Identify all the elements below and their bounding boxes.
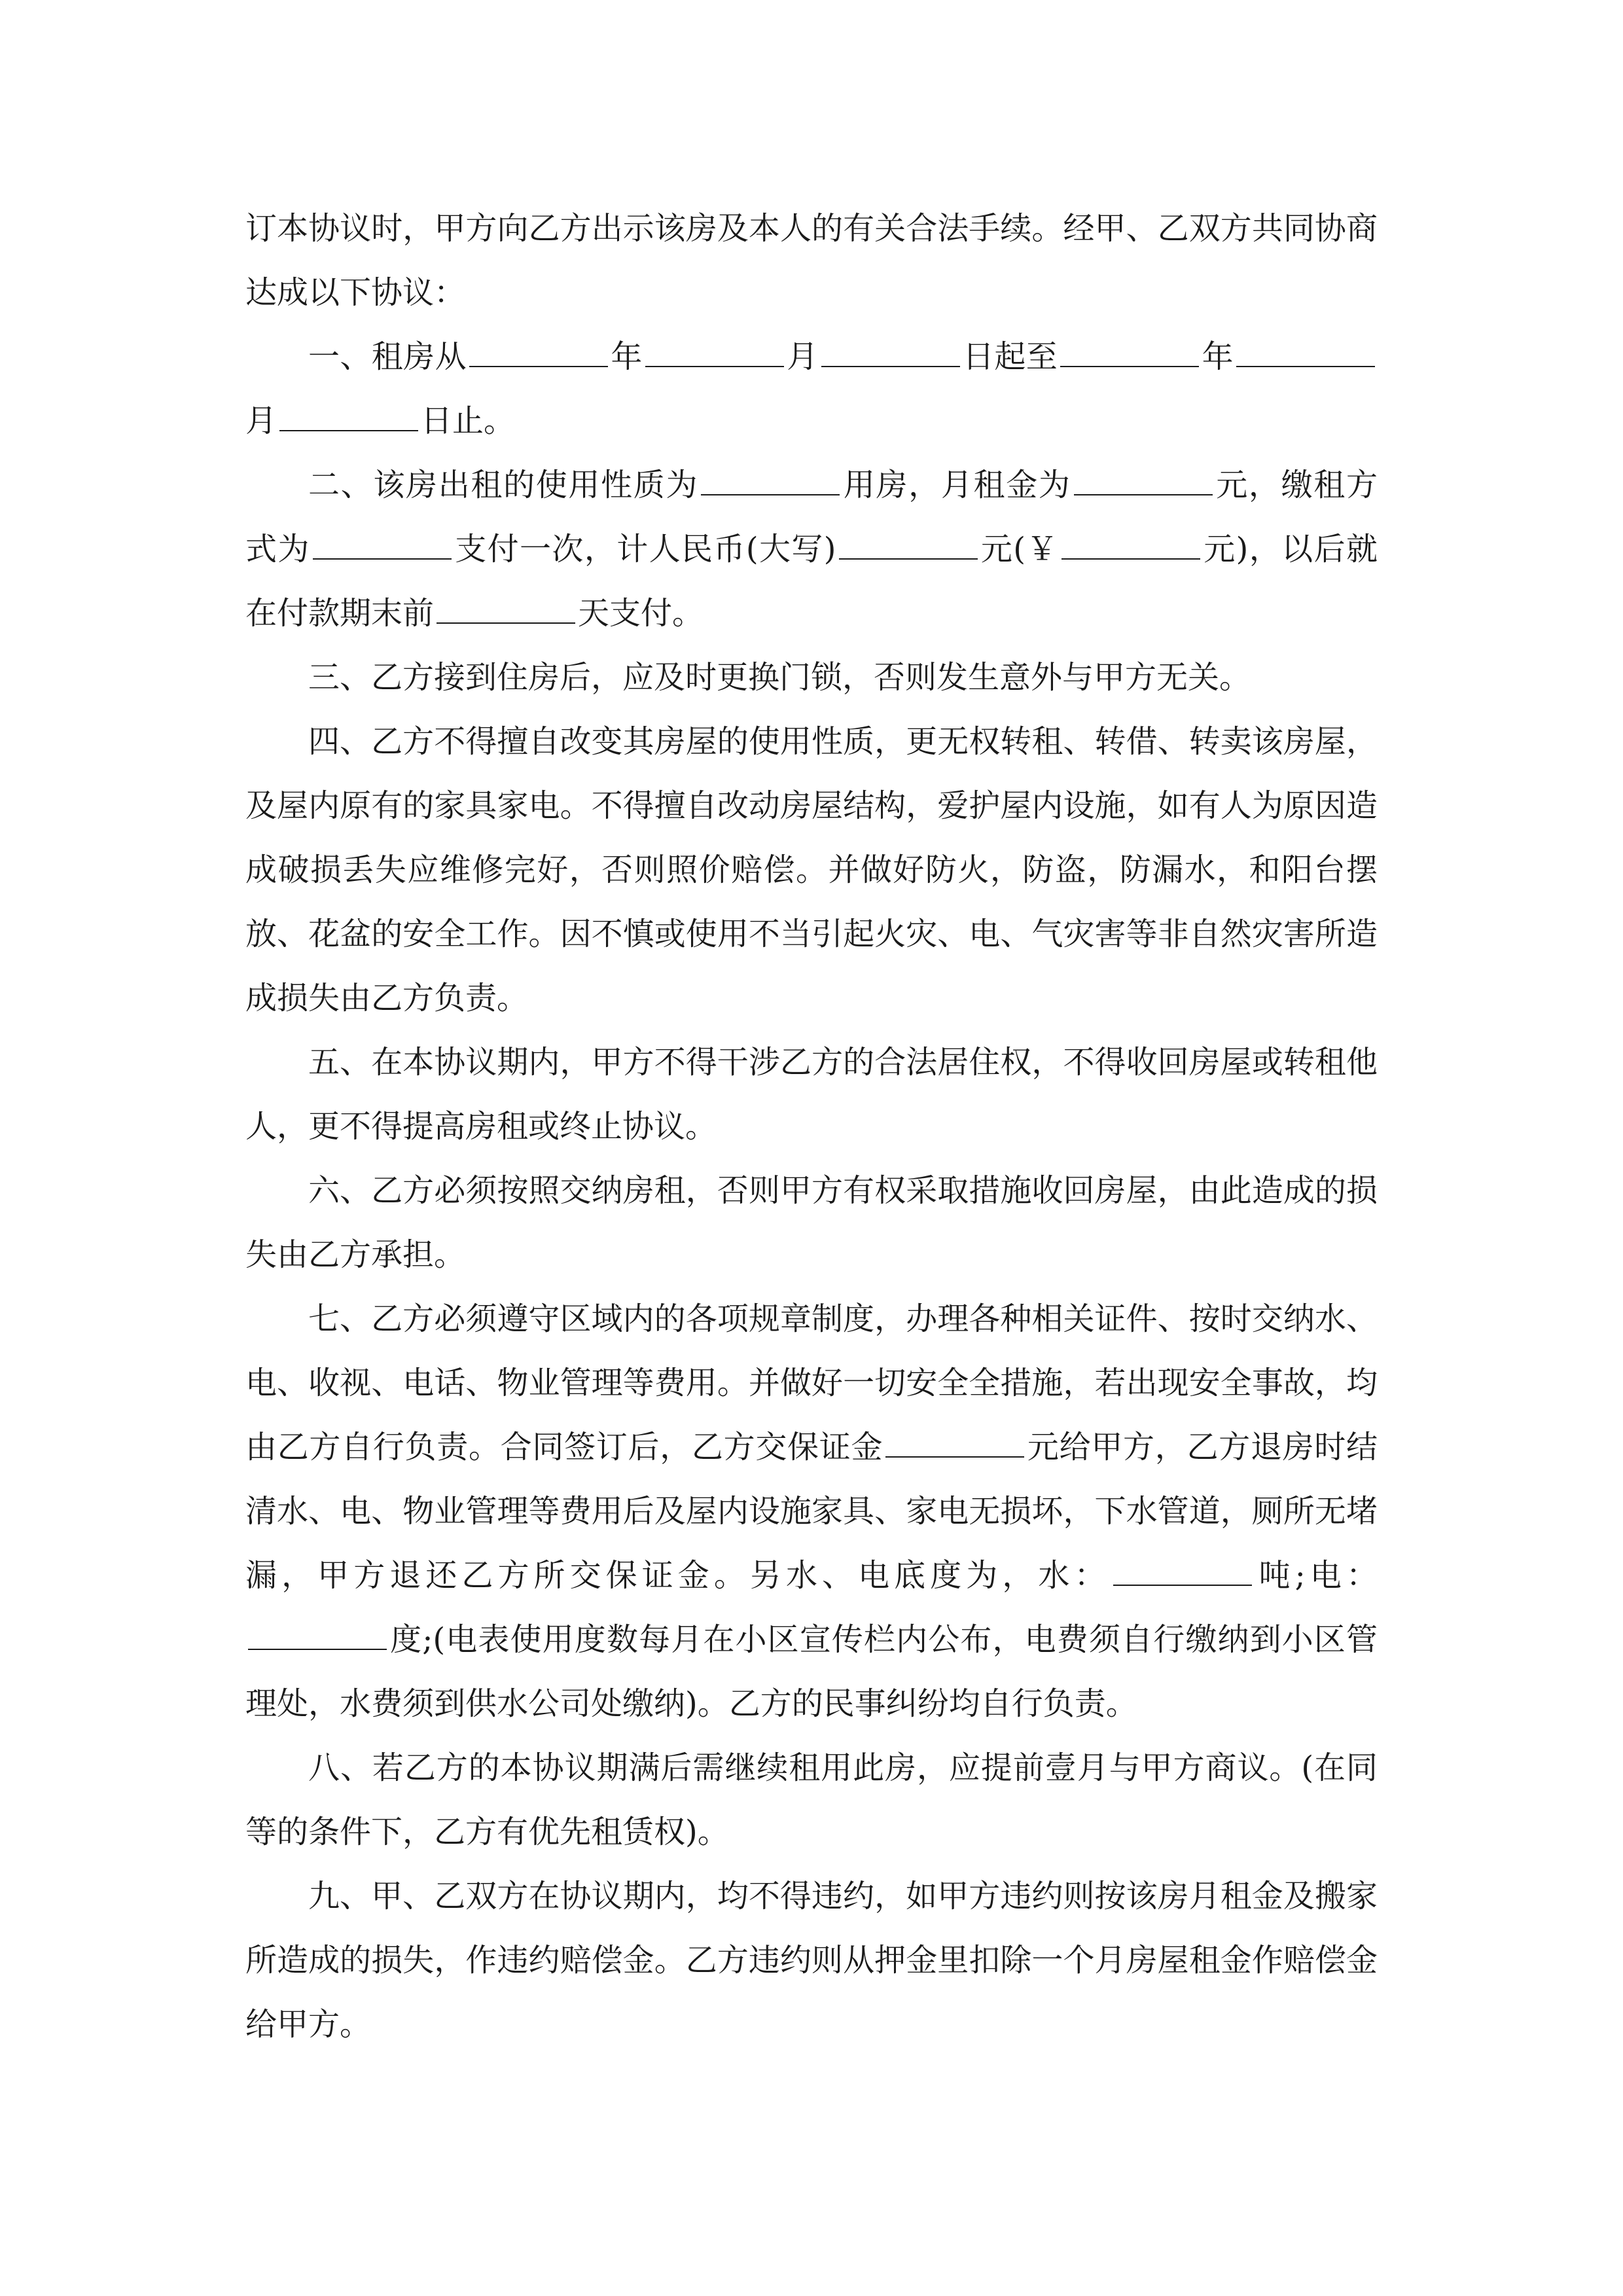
- paragraph-clause-1: [245, 325, 1378, 453]
- fill-in-blank[interactable]: [885, 1430, 1024, 1458]
- paragraph-clause-9: [245, 1864, 1378, 2056]
- paragraph-text: 日止。: [421, 403, 516, 439]
- fill-in-blank[interactable]: [469, 340, 608, 367]
- paragraph-text: 支付一次，计人民币(大写): [454, 531, 836, 567]
- fill-in-blank[interactable]: [1061, 532, 1200, 560]
- fill-in-blank[interactable]: [645, 340, 784, 367]
- paragraph-text: 吨;电：: [1254, 1557, 1378, 1594]
- paragraph-text: 年: [610, 338, 643, 375]
- paragraph-text: 元)，以后就在付款期末前: [245, 531, 1378, 632]
- paragraph-text: 一、租房从: [308, 338, 467, 375]
- paragraph-intro: [245, 196, 1378, 325]
- fill-in-blank[interactable]: [248, 1623, 387, 1650]
- paragraph-clause-6: [245, 1158, 1378, 1287]
- paragraph-text: 七、乙方必须遵守区域内的各项规章制度，办理各种相关证件、按时交纳水、电、收视、电话、物业管理等费用。并做好一切安全全措施，若出现安全事故，均由乙方自行负责。合同签订后，乙方交保证金: [245, 1300, 1378, 1465]
- document-body: [245, 196, 1378, 2056]
- paragraph-text: 五、在本协议期内，甲方不得干涉乙方的合法居住权，不得收回房屋或转租他人，更不得提高房租或终止协议。: [245, 1044, 1378, 1145]
- paragraph-text: 天支付。: [578, 595, 704, 632]
- paragraph-text: 度;(电表使用度数每月在小区宣传栏内公布，电费须自行缴纳到小区管理处，水费须到供水公司处缴纳)。乙方的民事纠纷均自行负责。: [245, 1621, 1378, 1722]
- paragraph-clause-7: [245, 1287, 1378, 1736]
- fill-in-blank[interactable]: [1236, 340, 1375, 367]
- paragraph-text: 月: [786, 338, 819, 375]
- paragraph-text: 二、该房出租的使用性质为: [308, 467, 699, 503]
- paragraph-text: 订本协议时，甲方向乙方出示该房及本人的有关合法手续。经甲、乙双方共同协商达成以下协议：: [245, 210, 1378, 311]
- fill-in-blank[interactable]: [279, 404, 418, 431]
- fill-in-blank[interactable]: [313, 532, 452, 560]
- paragraph-text: 四、乙方不得擅自改变其房屋的使用性质，更无权转租、转借、转卖该房屋，及屋内原有的家具家电。不得擅自改动房屋结构，爱护屋内设施，如有人为原因造成破损丢失应维修完好，否则照价赔偿。并做好防火，防盗，防漏水，和阳台摆放、花盆的安全工作。因不慎或使用不当引起火灾、电、气灾害等非自然灾害所造成损失由乙方负责。: [245, 723, 1378, 1016]
- paragraph-text: 三、乙方接到住房后，应及时更换门锁，否则发生意外与甲方无关。: [308, 659, 1251, 696]
- fill-in-blank[interactable]: [1060, 340, 1199, 367]
- paragraph-text: 元给甲方，乙方退房时结清水、电、物业管理等费用后及屋内设施家具、家电无损坏，下水管道，厕所无堵漏，甲方退还乙方所交保证金。另水、电底度为，水：: [245, 1429, 1378, 1594]
- fill-in-blank[interactable]: [839, 532, 978, 560]
- paragraph-text: 九、甲、乙双方在协议期内，均不得违约，如甲方违约则按该房月租金及搬家所造成的损失，作违约赔偿金。乙方违约则从押金里扣除一个月房屋租金作赔偿金给甲方。: [245, 1878, 1378, 2043]
- paragraph-text: 元(￥: [980, 531, 1059, 567]
- paragraph-text: 年: [1202, 338, 1234, 375]
- paragraph-text: 六、乙方必须按照交纳房租，否则甲方有权采取措施收回房屋，由此造成的损失由乙方承担。: [245, 1172, 1378, 1273]
- paragraph-text: 月: [245, 403, 277, 439]
- paragraph-clause-4: [245, 709, 1378, 1030]
- fill-in-blank[interactable]: [437, 596, 575, 624]
- paragraph-text: 元，缴租方式为: [245, 467, 1378, 567]
- fill-in-blank[interactable]: [701, 468, 840, 495]
- fill-in-blank[interactable]: [1113, 1558, 1252, 1586]
- paragraph-clause-3: [245, 645, 1378, 709]
- paragraph-clause-8: [245, 1736, 1378, 1864]
- paragraph-clause-2: [245, 453, 1378, 645]
- paragraph-clause-5: [245, 1030, 1378, 1158]
- fill-in-blank[interactable]: [821, 340, 960, 367]
- fill-in-blank[interactable]: [1074, 468, 1213, 495]
- paragraph-text: 日起至: [962, 338, 1058, 375]
- paragraph-text: 八、若乙方的本协议期满后需继续租用此房，应提前壹月与甲方商议。(在同等的条件下，乙方有优先租赁权)。: [245, 1749, 1378, 1850]
- paragraph-text: 用房，月租金为: [842, 467, 1071, 503]
